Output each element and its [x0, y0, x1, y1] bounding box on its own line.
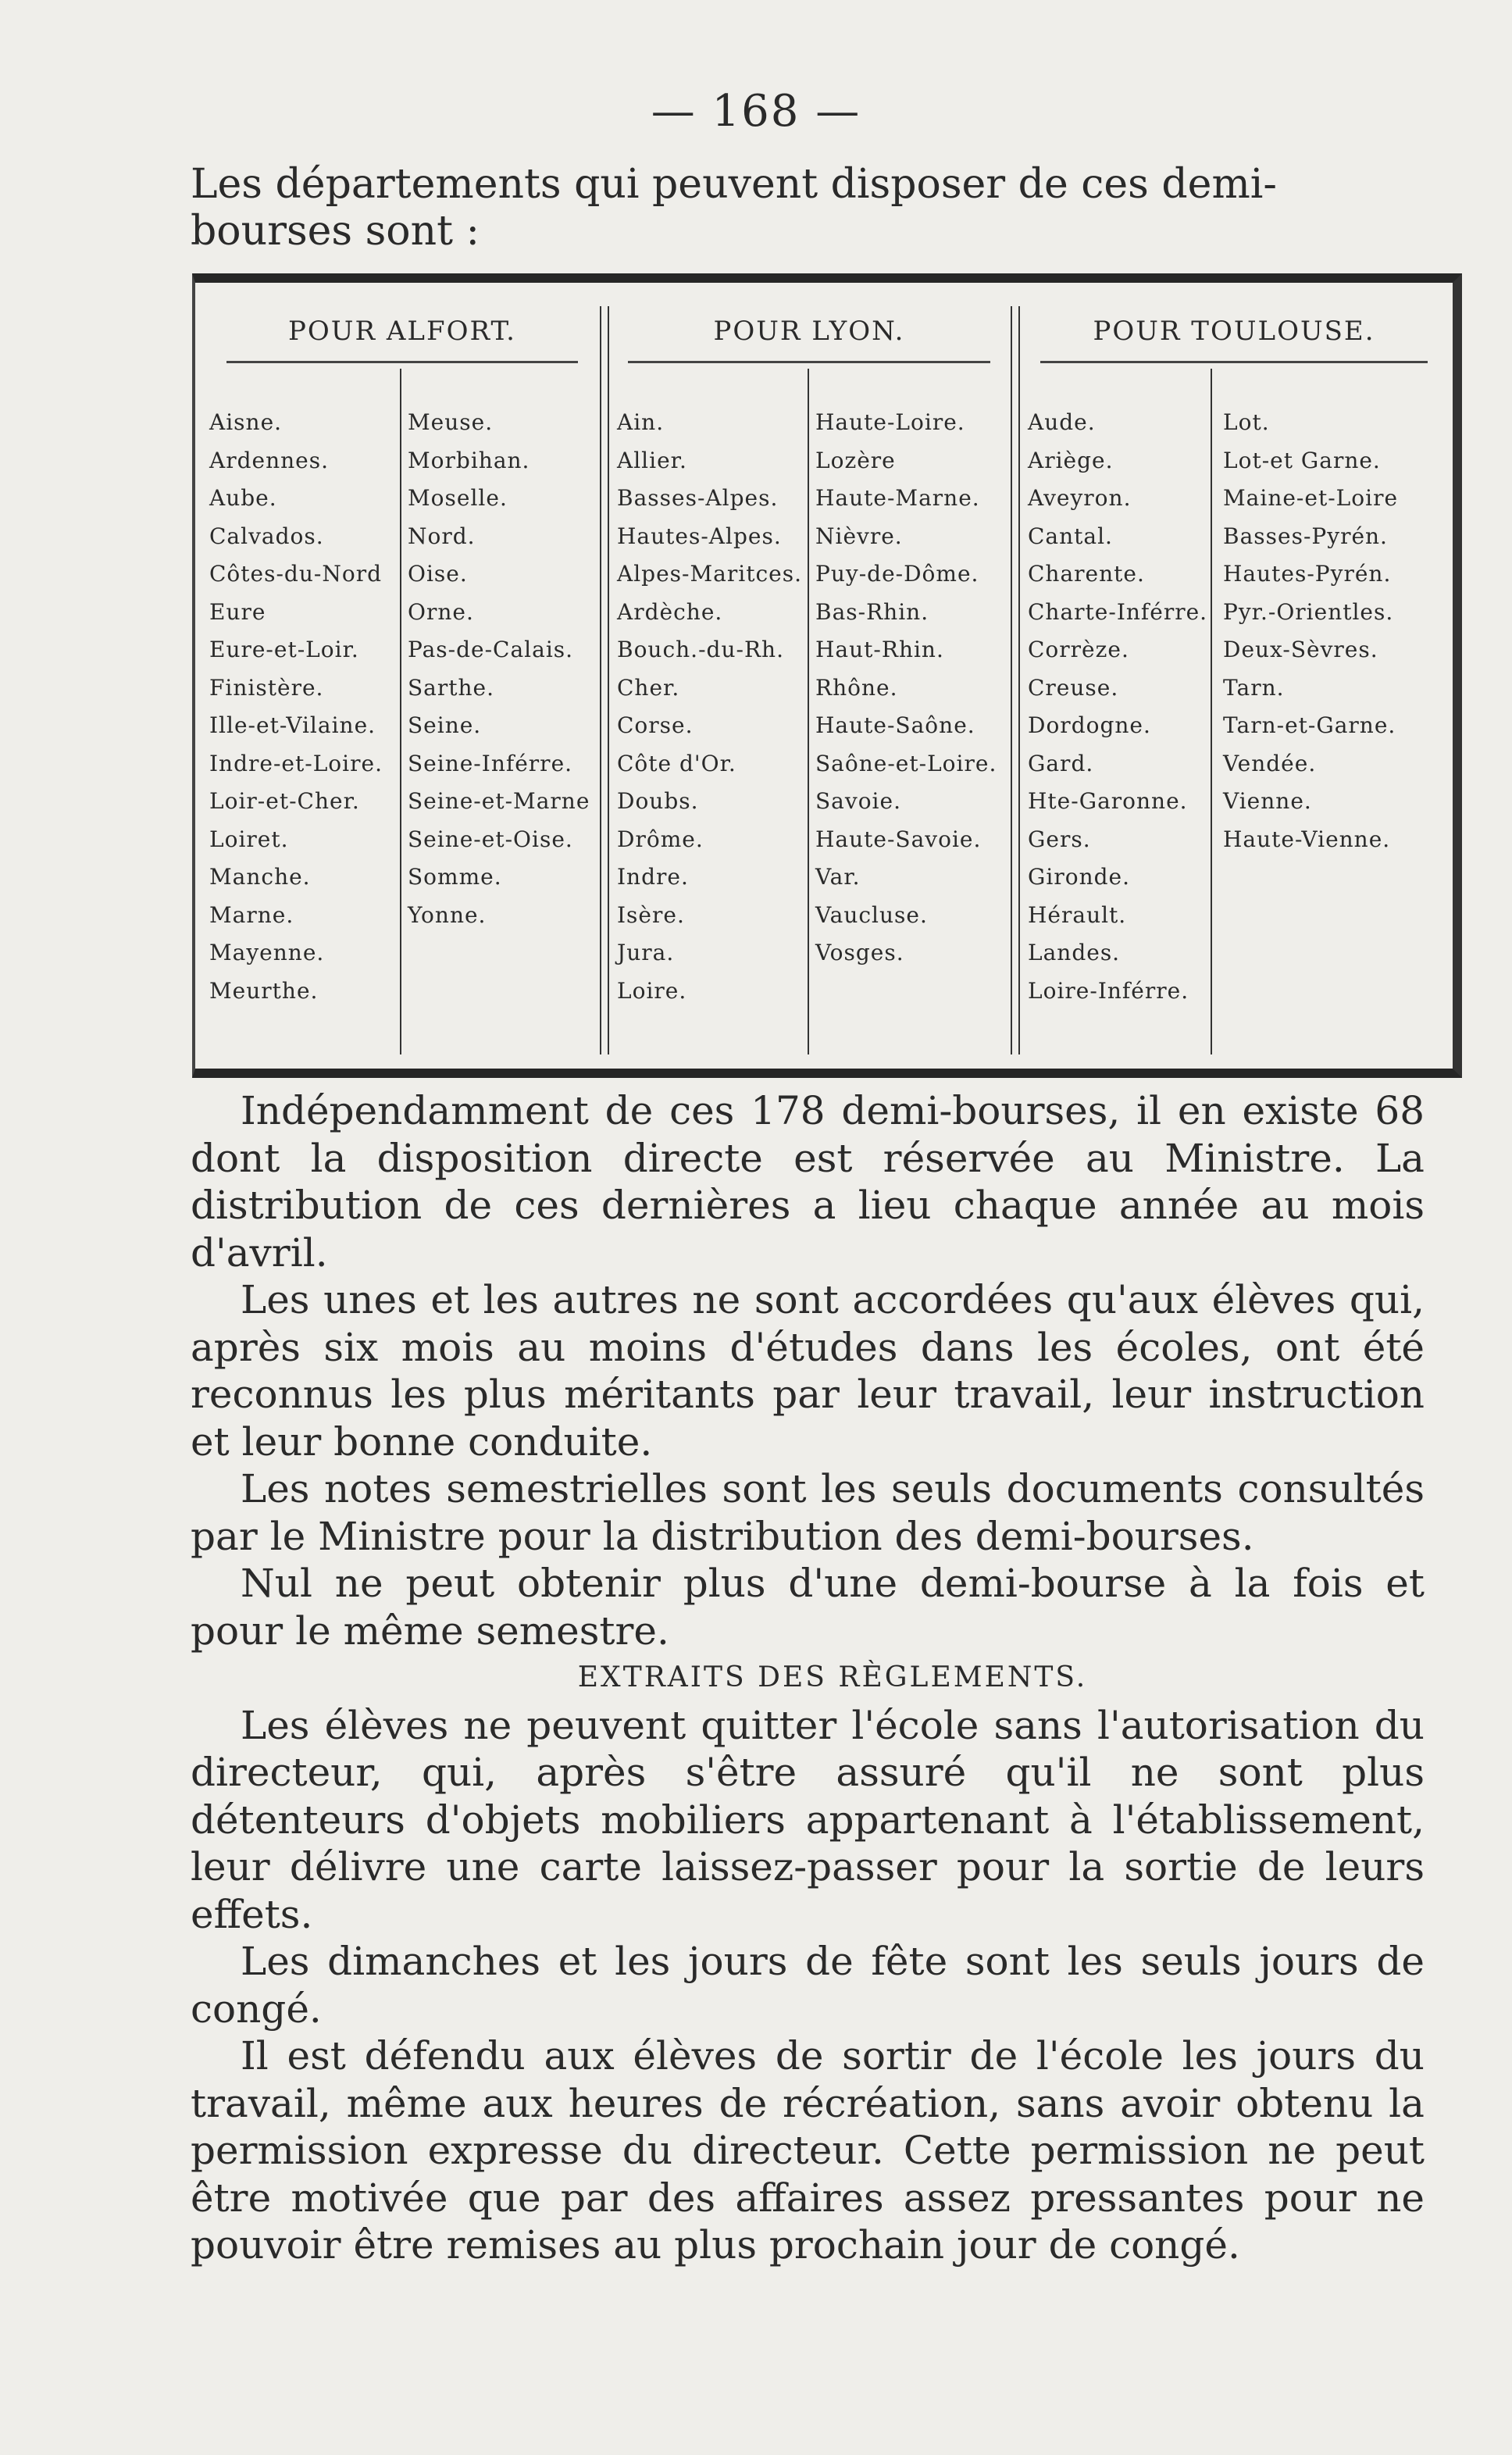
department-name: Dordogne. — [1028, 712, 1151, 738]
department-name: Ain. — [617, 409, 665, 435]
department-name: Landes. — [1028, 940, 1121, 965]
department-name: Allier. — [617, 447, 687, 473]
department-name: Maine-et-Loire — [1223, 485, 1399, 511]
paragraph: Les élèves ne peuvent quitter l'école sans l'autorisation du directeur, qui, après s'être assuré qu'il ne sont plus détenteurs d'objets mobiliers appartenant à l'établissement, leur délivre une carte laissez-passer pour la sortie de leurs effets. — [191, 1702, 1425, 1937]
department-name: Loire-Inférre. — [1028, 977, 1189, 1004]
alfort-column-2 — [408, 404, 590, 934]
department-name: Mayenne. — [209, 940, 325, 965]
alfort-column-1 — [209, 404, 383, 1010]
department-name: Lot-et Garne. — [1223, 447, 1381, 473]
department-name: Basses-Alpes. — [617, 485, 779, 511]
column-rule — [1211, 369, 1212, 1054]
department-name: Indre-et-Loire. — [209, 750, 383, 776]
department-name: Pyr.-Orientles. — [1223, 598, 1394, 625]
column-rule — [1011, 306, 1020, 1054]
department-name: Loire. — [617, 977, 687, 1004]
department-name: Creuse. — [1028, 674, 1119, 701]
department-name: Sarthe. — [408, 674, 495, 701]
department-name: Alpes-Maritces. — [617, 561, 802, 587]
department-name: Tarn. — [1223, 674, 1285, 701]
paragraph: Indépendamment de ces 178 demi-bourses, il en existe 68 dont la disposition directe est réservée au Ministre. La distribution de ces dernières a lieu chaque année au mois d'avril. — [191, 1088, 1425, 1276]
department-name: Gers. — [1028, 826, 1091, 852]
department-name: Deux-Sèvres. — [1223, 637, 1378, 662]
department-name: Hte-Garonne. — [1028, 788, 1188, 814]
department-name: Aisne. — [209, 409, 283, 435]
department-name: Seine-et-Oise. — [408, 826, 573, 852]
column-rule — [600, 306, 609, 1054]
department-name: Pas-de-Calais. — [408, 637, 574, 662]
toulouse-column-2 — [1223, 404, 1398, 858]
department-name: Seine-et-Marne — [408, 788, 590, 814]
intro-text: Les départements qui peuvent disposer de ces demi-bourses sont : — [191, 161, 1277, 255]
department-name: Calvados. — [209, 523, 324, 549]
department-name: Meurthe. — [209, 977, 319, 1004]
header-lyon: POUR LYON. — [612, 316, 1006, 363]
department-name: Finistère. — [209, 674, 324, 701]
department-name: Nord. — [408, 523, 476, 549]
column-rule — [808, 369, 809, 1054]
paragraph: Les notes semestrielles sont les seuls documents consultés par le Ministre pour la distribution des demi-bourses. — [191, 1466, 1425, 1559]
department-name: Ardèche. — [617, 598, 723, 625]
department-name: Seine-Inférre. — [408, 750, 573, 776]
department-name: Cher. — [617, 674, 680, 701]
department-name: Loir-et-Cher. — [209, 788, 360, 814]
department-name: Eure-et-Loir. — [209, 637, 359, 662]
department-name: Bouch.-du-Rh. — [617, 637, 784, 662]
department-name: Tarn-et-Garne. — [1223, 712, 1396, 738]
toulouse-column-1 — [1028, 404, 1207, 1010]
department-name: Oise. — [408, 561, 468, 587]
body-text — [191, 1087, 1425, 2269]
department-name: Manche. — [209, 864, 311, 890]
department-name: Puy-de-Dôme. — [815, 561, 979, 587]
department-name: Vaucluse. — [815, 901, 928, 928]
department-name: Haute-Vienne. — [1223, 826, 1391, 852]
lyon-column-1 — [617, 404, 802, 1010]
department-name: Orne. — [408, 598, 474, 625]
departments-table — [192, 273, 1462, 1078]
department-name: Ardennes. — [209, 447, 330, 473]
department-name: Côtes-du-Nord — [209, 561, 383, 587]
department-name: Hérault. — [1028, 901, 1127, 928]
page-number: — 168 — — [651, 86, 861, 137]
department-name: Côte d'Or. — [617, 750, 736, 776]
department-name: Ille-et-Vilaine. — [209, 712, 376, 738]
department-name: Vendée. — [1223, 750, 1317, 776]
department-name: Cantal. — [1028, 523, 1113, 549]
department-name: Doubs. — [617, 788, 699, 814]
department-name: Var. — [815, 864, 861, 890]
department-name: Meuse. — [408, 409, 494, 435]
department-name: Marne. — [209, 901, 294, 928]
department-name: Saône-et-Loire. — [815, 750, 997, 776]
lyon-column-2 — [815, 404, 997, 972]
department-name: Loiret. — [209, 826, 289, 852]
paragraph: Les dimanches et les jours de fête sont les seuls jours de congé. — [191, 1939, 1425, 2032]
section-title: EXTRAITS DES RÈGLEMENTS. — [577, 1661, 1088, 1693]
department-name: Somme. — [408, 864, 502, 890]
paragraph: Il est défendu aux élèves de sortir de l'école les jours du travail, même aux heures de récréation, sans avoir obtenu la permission expresse du directeur. Cette permission ne peut être motivée que par des affaires assez pressantes pour ne pouvoir être remises au plus prochain jour de congé. — [191, 2033, 1425, 2268]
department-name: Moselle. — [408, 485, 508, 511]
department-name: Haute-Saône. — [815, 712, 975, 738]
department-name: Corrèze. — [1028, 637, 1129, 662]
department-name: Charte-Inférre. — [1028, 598, 1208, 625]
department-name: Charente. — [1028, 561, 1145, 587]
department-name: Vienne. — [1223, 788, 1312, 814]
department-name: Isère. — [617, 901, 685, 928]
header-toulouse: POUR TOULOUSE. — [1023, 316, 1445, 363]
department-name: Nièvre. — [815, 523, 903, 549]
department-name: Bas-Rhin. — [815, 598, 929, 625]
paragraph: Nul ne peut obtenir plus d'une demi-bourse à la fois et pour le même semestre. — [191, 1561, 1425, 1654]
header-alfort: POUR ALFORT. — [211, 316, 594, 363]
department-name: Haute-Loire. — [815, 409, 965, 435]
department-name: Haute-Marne. — [815, 485, 980, 511]
department-name: Indre. — [617, 864, 689, 890]
department-name: Yonne. — [408, 901, 487, 928]
department-name: Gironde. — [1028, 864, 1130, 890]
department-name: Lot. — [1223, 409, 1270, 435]
department-name: Corse. — [617, 712, 694, 738]
department-name: Morbihan. — [408, 447, 530, 473]
department-name: Vosges. — [815, 940, 904, 965]
department-name: Gard. — [1028, 750, 1094, 776]
paragraph: Les unes et les autres ne sont accordées qu'aux élèves qui, après six mois au moins d'études dans les écoles, ont été reconnus les plus méritants par leur travail, leur instruction et leur bonne conduite. — [191, 1277, 1425, 1465]
department-name: Haut-Rhin. — [815, 637, 944, 662]
department-name: Drôme. — [617, 826, 704, 852]
department-name: Hautes-Pyrén. — [1223, 561, 1392, 587]
department-name: Seine. — [408, 712, 482, 738]
column-rule — [400, 369, 401, 1054]
department-name: Eure — [209, 598, 266, 625]
department-name: Basses-Pyrén. — [1223, 523, 1388, 549]
department-name: Aveyron. — [1028, 485, 1132, 511]
department-name: Jura. — [617, 940, 675, 965]
department-name: Aude. — [1028, 409, 1096, 435]
department-name: Rhône. — [815, 674, 898, 701]
department-name: Savoie. — [815, 788, 901, 814]
department-name: Lozère — [815, 447, 896, 473]
department-name: Aube. — [209, 485, 277, 511]
department-name: Ariège. — [1028, 447, 1114, 473]
department-name: Haute-Savoie. — [815, 826, 982, 852]
department-name: Hautes-Alpes. — [617, 523, 782, 549]
